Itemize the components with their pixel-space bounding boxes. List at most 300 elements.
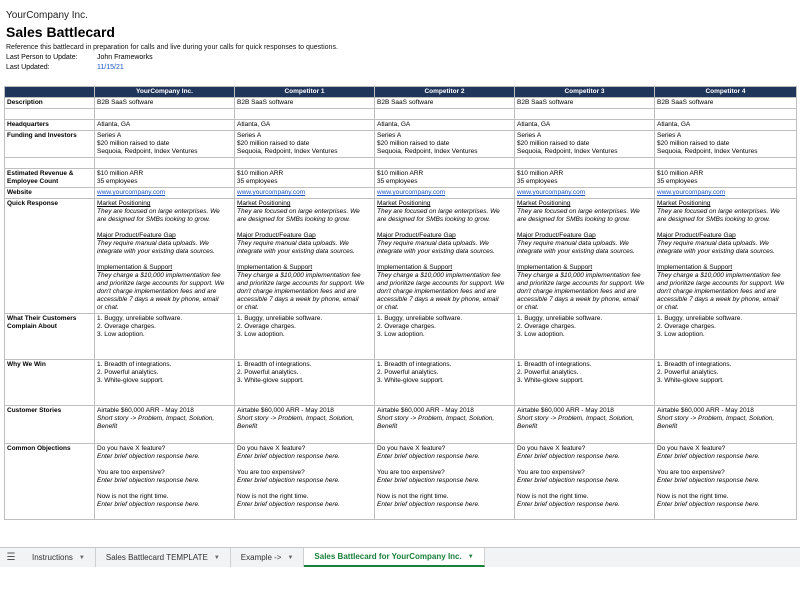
cell-line: don't charge implementation fees and are — [377, 288, 497, 295]
last-person-value[interactable]: John Frameworks — [97, 54, 153, 61]
cell[interactable] — [235, 158, 375, 169]
cell-line: and prioritize large accounts for support. We — [237, 280, 365, 287]
row-label[interactable]: Website — [5, 188, 95, 199]
tab-label: Instructions — [32, 553, 73, 562]
cell-line: accessible 7 days a week by phone, email — [517, 296, 639, 303]
cell-line: 2. Powerful analytics. — [377, 369, 439, 376]
cell-line: Short story -> Problem, Impact, Solution, — [657, 415, 775, 422]
row-label[interactable]: Description — [5, 98, 95, 109]
cell-line: 1. Breadth of integrations. — [97, 361, 172, 368]
cell-line: Enter brief objection response here. — [377, 453, 480, 460]
cell-line: Benefit — [377, 423, 398, 430]
row-label-line: Estimated Revenue & — [7, 170, 74, 177]
cell-line: Enter brief objection response here. — [517, 453, 620, 460]
cell-line: Enter brief objection response here. — [377, 477, 480, 484]
cell[interactable] — [375, 314, 515, 360]
cell-line: Series A — [237, 132, 262, 139]
cell[interactable] — [375, 131, 515, 158]
cell-line: Short story -> Problem, Impact, Solution, — [377, 415, 495, 422]
cell[interactable] — [235, 169, 375, 188]
subheading: Implementation & Support — [97, 264, 173, 271]
spacer-row — [5, 109, 797, 120]
cell-line: $10 million ARR — [517, 170, 564, 177]
cell[interactable] — [235, 314, 375, 360]
battlecard-table — [4, 86, 797, 520]
cell-line: Airtable $60,000 ARR - May 2018 — [517, 407, 614, 414]
line-gap — [377, 256, 512, 264]
cell-line: Enter brief objection response here. — [97, 477, 200, 484]
row-website — [5, 188, 797, 199]
subheading: Major Product/Feature Gap — [657, 232, 736, 239]
cell-line: integrate with your existing data sources. — [237, 248, 355, 255]
cell[interactable] — [655, 199, 797, 314]
last-person-label: Last Person to Update: — [6, 54, 78, 61]
cell-line: 35 employees — [237, 178, 278, 185]
cell-line: Benefit — [97, 423, 118, 430]
row-label[interactable]: Common Objections — [5, 444, 95, 520]
column-header[interactable]: Competitor 2 — [375, 87, 515, 98]
cell-line: Benefit — [237, 423, 258, 430]
cell-line: Enter brief objection response here. — [517, 477, 620, 484]
last-updated-row — [6, 64, 786, 71]
cell-line: 2. Overage charges. — [97, 323, 156, 330]
cell-line: Enter brief objection response here. — [97, 501, 200, 508]
cell-line: Enter brief objection response here. — [237, 501, 340, 508]
cell-line: don't charge implementation fees and are — [237, 288, 357, 295]
cell[interactable] — [515, 314, 655, 360]
row-label[interactable]: Quick Response — [5, 199, 95, 314]
cell[interactable]: B2B SaaS software — [95, 98, 235, 109]
cell-line: and prioritize large accounts for support. We — [377, 280, 505, 287]
cell-line: 3. Low adoption. — [237, 331, 285, 338]
cell-line: They charge a $10,000 implementation fee — [657, 272, 781, 279]
cell-line: Series A — [97, 132, 122, 139]
cell-line: $20 million raised to date — [97, 140, 170, 147]
subheading: Market Positioning — [657, 200, 711, 207]
row-label-line: Complain About — [7, 323, 57, 330]
cell[interactable] — [375, 406, 515, 444]
cell-line: You are too expensive? — [377, 469, 445, 476]
cell-line: 1. Buggy, unreliable software. — [377, 315, 463, 322]
cell[interactable] — [375, 444, 515, 520]
cell-line: They charge a $10,000 implementation fee — [97, 272, 221, 279]
cell[interactable] — [95, 406, 235, 444]
cell[interactable] — [375, 360, 515, 406]
cell-line: 1. Buggy, unreliable software. — [237, 315, 323, 322]
cell-line: 3. White-glove support. — [97, 377, 164, 384]
cell-line: don't charge implementation fees and are — [517, 288, 637, 295]
cell-line: They require manual data uploads. We — [377, 240, 489, 247]
cell-line: Airtable $60,000 ARR - May 2018 — [97, 407, 194, 414]
cell[interactable] — [655, 109, 797, 120]
cell[interactable] — [95, 444, 235, 520]
column-header[interactable]: Competitor 3 — [515, 87, 655, 98]
cell-line: 2. Overage charges. — [517, 323, 576, 330]
line-gap — [377, 485, 512, 493]
cell-line: 35 employees — [517, 178, 558, 185]
cell-line: 2. Powerful analytics. — [237, 369, 299, 376]
cell-line: Benefit — [657, 423, 678, 430]
tab-instructions[interactable] — [22, 548, 96, 567]
line-gap — [657, 461, 794, 469]
cell-line: Sequoia, Redpoint, Index Ventures — [237, 148, 338, 155]
line-gap — [377, 461, 512, 469]
cell-line: 1. Breadth of integrations. — [517, 361, 592, 368]
cell-line: They require manual data uploads. We — [97, 240, 209, 247]
cell-line: integrate with your existing data sources. — [377, 248, 495, 255]
cell-line: are designed for SMBs looking to grow. — [657, 216, 771, 223]
cell[interactable] — [375, 188, 515, 199]
cell-line: Now is not the right time. — [97, 493, 169, 500]
column-header[interactable]: YourCompany Inc. — [95, 87, 235, 98]
cell-line: Do you have X feature? — [237, 445, 306, 452]
cell[interactable] — [5, 109, 95, 120]
cell[interactable] — [95, 188, 235, 199]
cell-line: 3. White-glove support. — [237, 377, 304, 384]
row-label[interactable]: Headquarters — [5, 120, 95, 131]
cell-line: Enter brief objection response here. — [377, 501, 480, 508]
website-link[interactable]: www.yourcompany.com — [517, 189, 586, 196]
cell[interactable] — [235, 109, 375, 120]
cell-line: Do you have X feature? — [517, 445, 586, 452]
intro-text: Reference this battlecard in preparation for calls and live during your calls for quick responses to questions. — [6, 44, 338, 51]
cell[interactable] — [235, 406, 375, 444]
cell-line: or chat. — [97, 304, 119, 311]
cell-line: Sequoia, Redpoint, Index Ventures — [657, 148, 758, 155]
cell[interactable] — [655, 360, 797, 406]
tab-label: Sales Battlecard for YourCompany Inc. — [314, 552, 462, 561]
cell-line: don't charge implementation fees and are — [97, 288, 217, 295]
cell[interactable] — [235, 188, 375, 199]
cell-line: accessible 7 days a week by phone, email — [377, 296, 499, 303]
caret-down-icon[interactable]: ▼ — [287, 554, 294, 561]
cell-line: or chat. — [377, 304, 399, 311]
cell-line: 3. Low adoption. — [517, 331, 565, 338]
line-gap — [237, 224, 372, 232]
cell[interactable] — [375, 169, 515, 188]
cell[interactable]: Atlanta, GA — [375, 120, 515, 131]
subheading: Market Positioning — [237, 200, 291, 207]
cell[interactable] — [655, 131, 797, 158]
cell[interactable] — [95, 360, 235, 406]
cell-line: integrate with your existing data sources. — [517, 248, 635, 255]
line-gap — [657, 224, 794, 232]
page-title: Sales Battlecard — [6, 24, 115, 40]
column-header[interactable]: Competitor 4 — [655, 87, 797, 98]
subheading: Major Product/Feature Gap — [97, 232, 176, 239]
cell-line: 1. Buggy, unreliable software. — [97, 315, 183, 322]
website-link[interactable]: www.yourcompany.com — [377, 189, 446, 196]
tab-battlecard-template[interactable] — [96, 548, 231, 567]
cell-line: and prioritize large accounts for support. We — [657, 280, 785, 287]
row-label[interactable]: Why We Win — [5, 360, 95, 406]
subheading: Major Product/Feature Gap — [237, 232, 316, 239]
cell-line: integrate with your existing data sources. — [97, 248, 215, 255]
row-why-we-win — [5, 360, 797, 406]
row-revenue — [5, 169, 797, 188]
line-gap — [517, 224, 652, 232]
cell[interactable] — [95, 131, 235, 158]
cell-line: They charge a $10,000 implementation fee — [237, 272, 361, 279]
cell[interactable]: B2B SaaS software — [375, 98, 515, 109]
cell[interactable]: Atlanta, GA — [95, 120, 235, 131]
cell-line: Benefit — [517, 423, 538, 430]
cell[interactable] — [515, 169, 655, 188]
cell[interactable]: Atlanta, GA — [515, 120, 655, 131]
cell-line: Enter brief objection response here. — [237, 453, 340, 460]
cell-line: Airtable $60,000 ARR - May 2018 — [657, 407, 754, 414]
line-gap — [97, 256, 232, 264]
caret-down-icon[interactable]: ▼ — [467, 553, 474, 560]
cell-line: $20 million raised to date — [517, 140, 590, 147]
cell-line: 35 employees — [97, 178, 138, 185]
column-header[interactable]: Competitor 1 — [235, 87, 375, 98]
cell[interactable] — [5, 158, 95, 169]
cell[interactable] — [515, 158, 655, 169]
cell-line: Series A — [657, 132, 682, 139]
subheading: Market Positioning — [377, 200, 431, 207]
cell-line: Series A — [377, 132, 402, 139]
cell-line: $20 million raised to date — [237, 140, 310, 147]
row-label[interactable]: Funding and Investors — [5, 131, 95, 158]
cell[interactable] — [375, 199, 515, 314]
tab-example[interactable] — [231, 548, 305, 567]
cell-line: They are focused on large enterprises. We — [657, 208, 780, 215]
cell[interactable] — [515, 360, 655, 406]
cell-line: Now is not the right time. — [657, 493, 729, 500]
cell[interactable] — [235, 360, 375, 406]
cell-line: or chat. — [657, 304, 679, 311]
row-label[interactable]: Customer Stories — [5, 406, 95, 444]
cell-line: accessible 7 days a week by phone, email — [657, 296, 779, 303]
website-link[interactable]: www.yourcompany.com — [657, 189, 726, 196]
line-gap — [517, 461, 652, 469]
line-gap — [377, 224, 512, 232]
cell-line: 2. Powerful analytics. — [657, 369, 719, 376]
cell[interactable] — [655, 158, 797, 169]
cell-line: 35 employees — [377, 178, 418, 185]
cell[interactable] — [95, 314, 235, 360]
cell[interactable]: Atlanta, GA — [655, 120, 797, 131]
website-link[interactable]: www.yourcompany.com — [97, 189, 166, 196]
cell-line: They charge a $10,000 implementation fee — [517, 272, 641, 279]
last-person-row — [6, 54, 786, 61]
cell-line: 3. Low adoption. — [377, 331, 425, 338]
cell-line: Sequoia, Redpoint, Index Ventures — [97, 148, 198, 155]
subheading: Implementation & Support — [657, 264, 733, 271]
cell[interactable] — [95, 199, 235, 314]
line-gap — [237, 485, 372, 493]
row-label[interactable] — [5, 169, 95, 188]
cell-line: 2. Overage charges. — [377, 323, 436, 330]
cell-line: $10 million ARR — [377, 170, 424, 177]
cell-line: 2. Overage charges. — [237, 323, 296, 330]
cell-line: Now is not the right time. — [237, 493, 309, 500]
cell-line: They are focused on large enterprises. We — [377, 208, 500, 215]
cell-line: Now is not the right time. — [517, 493, 589, 500]
row-label[interactable] — [5, 314, 95, 360]
cell[interactable]: B2B SaaS software — [235, 98, 375, 109]
cell[interactable] — [655, 444, 797, 520]
cell-line: Enter brief objection response here. — [657, 501, 760, 508]
cell-line: 3. Low adoption. — [657, 331, 705, 338]
cell-line: 1. Buggy, unreliable software. — [517, 315, 603, 322]
cell[interactable] — [655, 188, 797, 199]
cell[interactable] — [235, 444, 375, 520]
cell-line: 35 employees — [657, 178, 698, 185]
caret-down-icon[interactable]: ▼ — [213, 554, 220, 561]
cell[interactable]: B2B SaaS software — [515, 98, 655, 109]
cell-line: are designed for SMBs looking to grow. — [377, 216, 491, 223]
column-header-row — [5, 87, 797, 98]
cell-line: 1. Breadth of integrations. — [377, 361, 452, 368]
cell[interactable] — [515, 406, 655, 444]
cell-line: Now is not the right time. — [377, 493, 449, 500]
cell-line: They are focused on large enterprises. We — [517, 208, 640, 215]
cell[interactable] — [655, 406, 797, 444]
cell-line: 1. Buggy, unreliable software. — [657, 315, 743, 322]
cell[interactable] — [515, 444, 655, 520]
cell-line: Enter brief objection response here. — [97, 453, 200, 460]
cell[interactable] — [95, 109, 235, 120]
cell-line: and prioritize large accounts for support. We — [517, 280, 645, 287]
cell[interactable]: B2B SaaS software — [655, 98, 797, 109]
cell[interactable] — [515, 188, 655, 199]
sheet-header — [6, 10, 786, 71]
line-gap — [97, 461, 232, 469]
row-complaints — [5, 314, 797, 360]
cell-line: or chat. — [237, 304, 259, 311]
row-customer-stories — [5, 406, 797, 444]
cell-line: They charge a $10,000 implementation fee — [377, 272, 501, 279]
row-headquarters — [5, 120, 797, 131]
cell-line: integrate with your existing data sources. — [657, 248, 775, 255]
row-description — [5, 98, 797, 109]
hamburger-icon[interactable]: ☰ — [6, 552, 16, 563]
cell-line: Series A — [517, 132, 542, 139]
row-funding — [5, 131, 797, 158]
cell-line: 3. White-glove support. — [377, 377, 444, 384]
cell-line: Enter brief objection response here. — [237, 477, 340, 484]
line-gap — [97, 224, 232, 232]
cell-line: You are too expensive? — [97, 469, 165, 476]
row-label-line: Employee Count — [7, 178, 59, 185]
caret-down-icon[interactable]: ▼ — [78, 554, 85, 561]
cell-line: 2. Powerful analytics. — [97, 369, 159, 376]
cell[interactable] — [375, 109, 515, 120]
website-link[interactable]: www.yourcompany.com — [237, 189, 306, 196]
cell-line: You are too expensive? — [657, 469, 725, 476]
cell-line: Do you have X feature? — [97, 445, 166, 452]
subheading: Major Product/Feature Gap — [377, 232, 456, 239]
cell-line: They require manual data uploads. We — [657, 240, 769, 247]
cell-line: They are focused on large enterprises. We — [97, 208, 220, 215]
subheading: Market Positioning — [517, 200, 571, 207]
subheading: Major Product/Feature Gap — [517, 232, 596, 239]
cell[interactable]: Atlanta, GA — [235, 120, 375, 131]
cell-line: Sequoia, Redpoint, Index Ventures — [517, 148, 618, 155]
cell-line: Do you have X feature? — [657, 445, 726, 452]
tab-label: Sales Battlecard TEMPLATE — [105, 553, 208, 562]
cell[interactable] — [235, 199, 375, 314]
cell[interactable] — [95, 158, 235, 169]
cell-line: Short story -> Problem, Impact, Solution, — [237, 415, 355, 422]
cell[interactable] — [515, 131, 655, 158]
line-gap — [97, 485, 232, 493]
cell[interactable] — [655, 169, 797, 188]
cell-line: or chat. — [517, 304, 539, 311]
line-gap — [657, 485, 794, 493]
spacer-row — [5, 158, 797, 169]
cell[interactable] — [235, 131, 375, 158]
cell-line: $10 million ARR — [97, 170, 144, 177]
cell-line: 3. White-glove support. — [657, 377, 724, 384]
cell[interactable] — [655, 314, 797, 360]
cell-line: 1. Breadth of integrations. — [657, 361, 732, 368]
line-gap — [657, 256, 794, 264]
cell-line: accessible 7 days a week by phone, email — [237, 296, 359, 303]
cell-line: $20 million raised to date — [377, 140, 450, 147]
cell-line: are designed for SMBs looking to grow. — [97, 216, 211, 223]
last-updated-label: Last Updated: — [6, 64, 50, 71]
cell-line: 3. White-glove support. — [517, 377, 584, 384]
sheet-tab-bar — [0, 547, 800, 567]
cell-line: accessible 7 days a week by phone, email — [97, 296, 219, 303]
cell-line: You are too expensive? — [517, 469, 585, 476]
cell-line: They require manual data uploads. We — [237, 240, 349, 247]
tab-battlecard-yourcompany[interactable] — [304, 548, 484, 567]
cell[interactable] — [515, 199, 655, 314]
cell[interactable] — [95, 169, 235, 188]
cell-line: 2. Powerful analytics. — [517, 369, 579, 376]
company-name: YourCompany Inc. — [6, 10, 88, 21]
subheading: Market Positioning — [97, 200, 151, 207]
cell-line: Airtable $60,000 ARR - May 2018 — [377, 407, 474, 414]
cell[interactable] — [515, 109, 655, 120]
cell-line: are designed for SMBs looking to grow. — [237, 216, 351, 223]
cell-line: They are focused on large enterprises. We — [237, 208, 360, 215]
line-gap — [237, 461, 372, 469]
line-gap — [517, 256, 652, 264]
cell-line: and prioritize large accounts for support. We — [97, 280, 225, 287]
line-gap — [517, 485, 652, 493]
cell-line: Do you have X feature? — [377, 445, 446, 452]
cell-line: 2. Overage charges. — [657, 323, 716, 330]
cell-line: Short story -> Problem, Impact, Solution, — [97, 415, 215, 422]
cell-line: Enter brief objection response here. — [657, 477, 760, 484]
cell-line: don't charge implementation fees and are — [657, 288, 777, 295]
corner-cell[interactable] — [5, 87, 95, 98]
cell-line: $10 million ARR — [237, 170, 284, 177]
cell-line: Sequoia, Redpoint, Index Ventures — [377, 148, 478, 155]
cell-line: are designed for SMBs looking to grow. — [517, 216, 631, 223]
cell-line: $20 million raised to date — [657, 140, 730, 147]
cell-line: Short story -> Problem, Impact, Solution, — [517, 415, 635, 422]
subheading: Implementation & Support — [377, 264, 453, 271]
cell-line: They require manual data uploads. We — [517, 240, 629, 247]
cell-line: Enter brief objection response here. — [517, 501, 620, 508]
subheading: Implementation & Support — [237, 264, 313, 271]
tab-label: Example -> — [240, 553, 282, 562]
cell-line: $10 million ARR — [657, 170, 704, 177]
line-gap — [237, 256, 372, 264]
cell-line: Enter brief objection response here. — [657, 453, 760, 460]
cell-line: Airtable $60,000 ARR - May 2018 — [237, 407, 334, 414]
last-updated-value[interactable]: 11/15/21 — [97, 64, 124, 71]
cell[interactable] — [375, 158, 515, 169]
row-objections — [5, 444, 797, 520]
cell-line: You are too expensive? — [237, 469, 305, 476]
